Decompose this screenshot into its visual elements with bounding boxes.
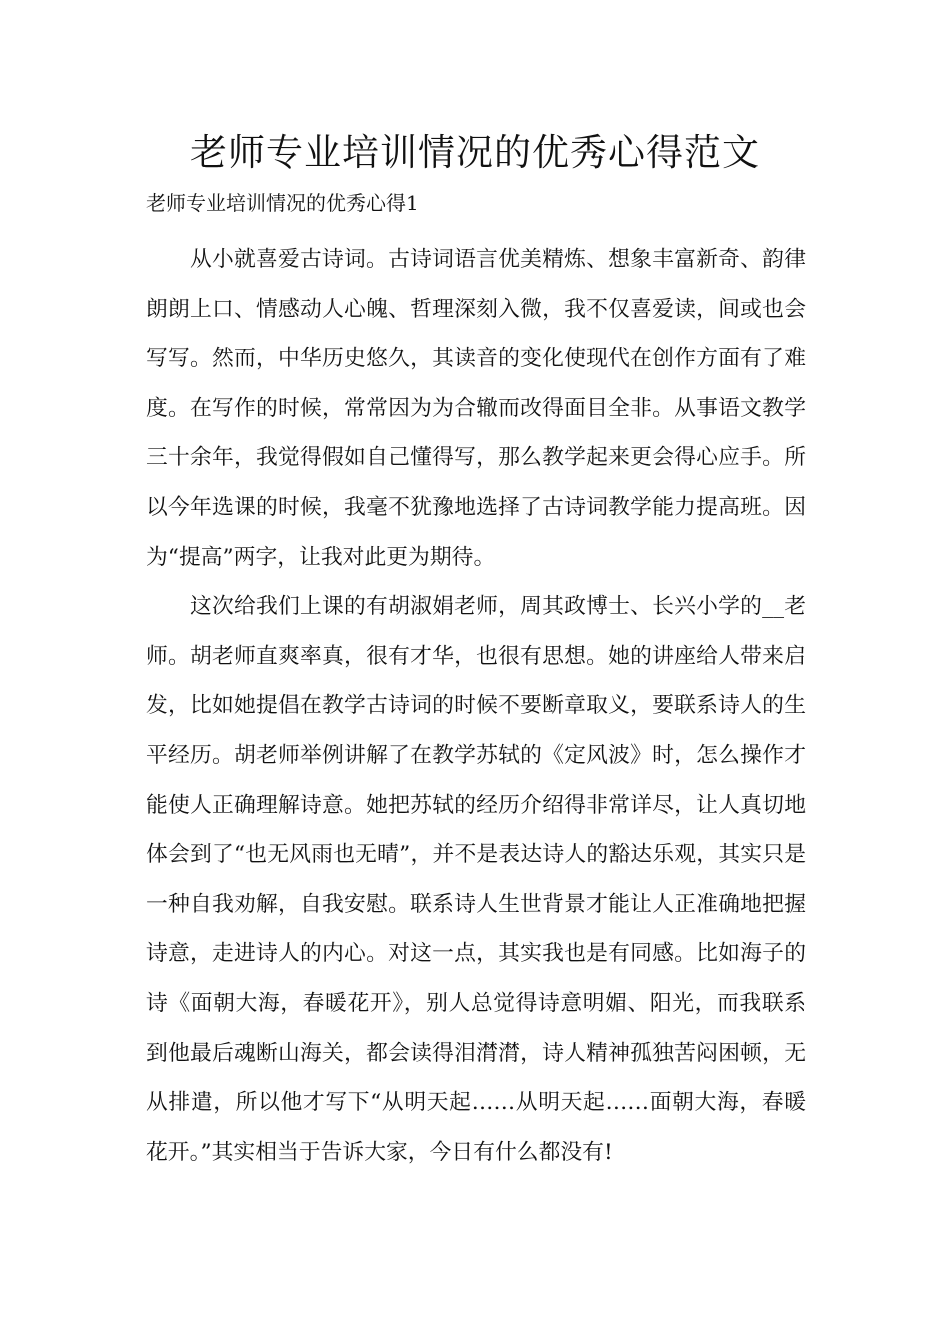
document-title: 老师专业培训情况的优秀心得范文 [190, 131, 760, 174]
document-body [146, 235, 806, 1177]
paragraph-1: 从小就喜爱古诗词。古诗词语言优美精炼、想象丰富新奇、韵律朗朗上口、情感动人心魄、哲理深刻入微，我不仅喜爱读，间或也会写写。然而，中华历史悠久，其读音的变化使现代在创作方面有了难度。在写作的时候，常常因为为合辙而改得面目全非。从事语文教学三十余年，我觉得假如自己懂得写，那么教学起来更会得心应手。所以今年选课的时候，我毫不犹豫地选择了古诗词教学能力提高班。因为“提高”两字，让我对此更为期待。 [146, 247, 806, 570]
section-subheading: 老师专业培训情况的优秀心得1 [146, 191, 419, 215]
paragraph-2: 这次给我们上课的有胡淑娟老师，周其政博士、长兴小学的__老师。胡老师直爽率真，很有才华，也很有思想。她的讲座给人带来启发，比如她提倡在教学古诗词的时候不要断章取义，要联系诗人的生平经历。胡老师举例讲解了在教学苏轼的《定风波》时，怎么操作才能使人正确理解诗意。她把苏轼的经历介绍得非常详尽，让人真切地体会到了“也无风雨也无晴”，并不是表达诗人的豁达乐观，其实只是一种自我劝解，自我安慰。联系诗人生世背景才能让人正准确地把握诗意，走进诗人的内心。对这一点，其实我也是有同感。比如海子的诗《面朝大海，春暖花开》，别人总觉得诗意明媚、阳光，而我联系到他最后魂断山海关，都会读得泪潸潸，诗人精神孤独苦闷困顿，无从排遣，所以他才写下“从明天起……从明天起……面朝大海，春暖花开。”其实相当于告诉大家，今日有什么都没有! [146, 594, 806, 1165]
